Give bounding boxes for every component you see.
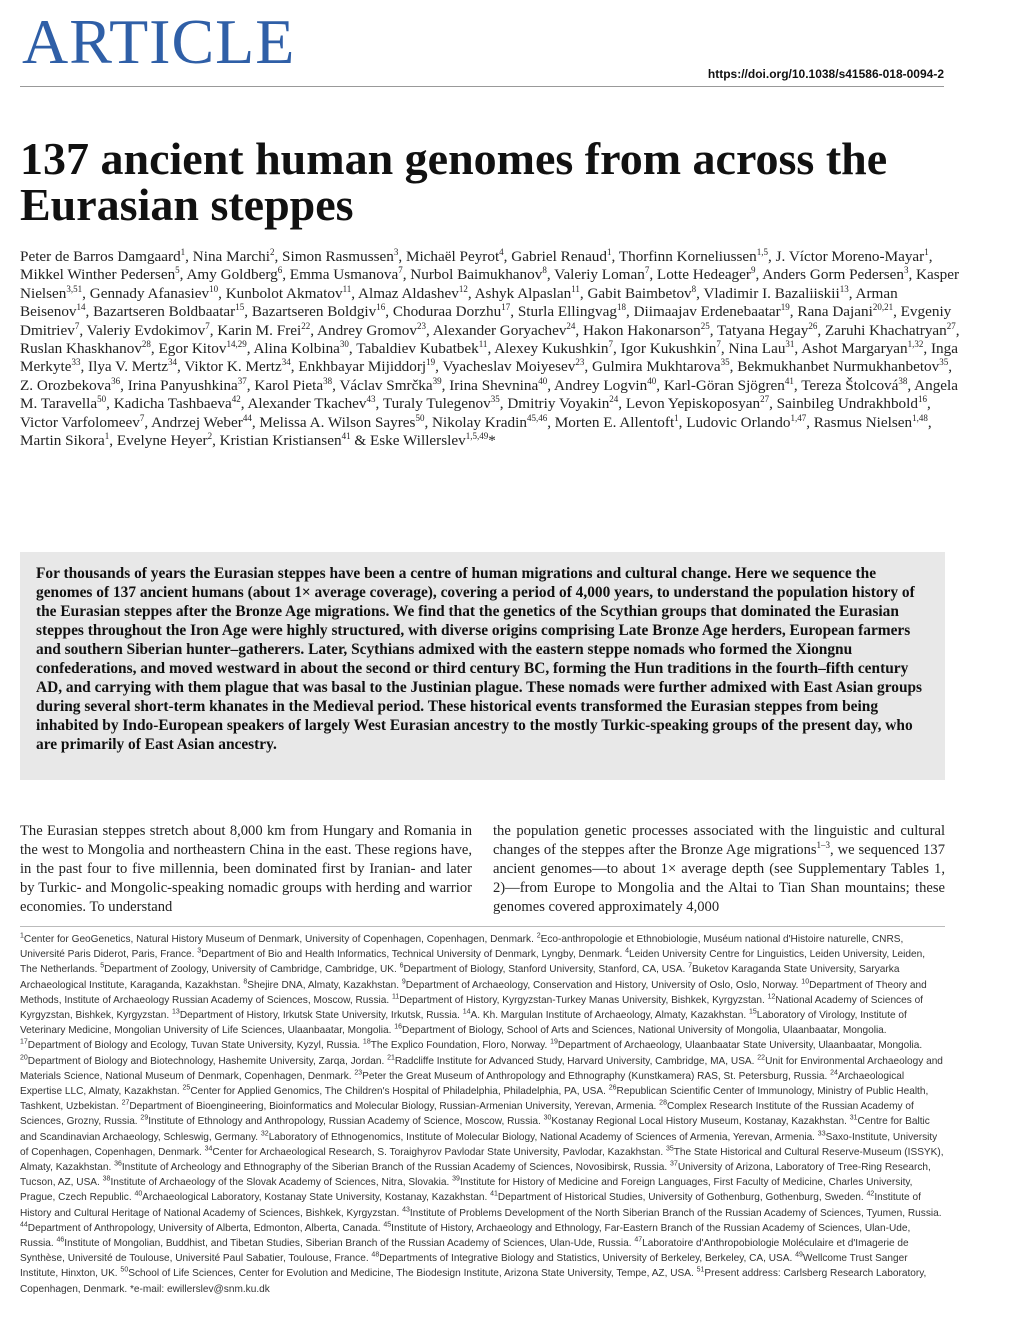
author-name: Ludovic Orlando <box>686 413 791 431</box>
author-affiliation-ref: 35 <box>939 357 949 368</box>
author-affiliation-ref: 16 <box>917 394 927 405</box>
author-name: Ruslan Khaskhanov <box>20 340 142 358</box>
author-name: Sainbileg Undrakhbold <box>776 395 918 413</box>
affiliation-text: Department of Biology, School of Arts and Sciences, National University of Mongolia, Ulaanbaatar, Mongolia. <box>402 1025 887 1037</box>
author-name: Amy Goldberg <box>186 266 278 284</box>
author-affiliation-ref: 23 <box>416 320 426 331</box>
body-column-right <box>493 822 945 917</box>
author-name: Gabriel Renaud <box>511 248 607 265</box>
author-affiliation-ref: 38 <box>323 375 333 386</box>
author-affiliation-ref: 2 <box>207 431 213 441</box>
author-name: Choduraa Dorzhu <box>392 303 502 321</box>
affiliation-text: Institute of Mongolian, Buddhist, and Tibetan Studies, Siberian Branch of the Russian Academy of Sciences, Ulan-Ude, Russia. <box>64 1238 635 1250</box>
affiliation-text: Shejire DNA, Almaty, Kazakhstan. <box>247 979 402 991</box>
author-affiliation-ref: 1 <box>674 412 679 423</box>
affiliation-text: Department of Biology and Biotechnology, Hashemite University, Zarqa, Jordan. <box>27 1055 388 1067</box>
author-affiliation-ref: 7 <box>608 338 614 349</box>
author-affiliation-ref: 16 <box>376 302 386 313</box>
author-affiliation-ref: 1,5 <box>756 246 769 257</box>
author-affiliation-ref: 41 <box>341 431 351 441</box>
author-affiliation-ref: 19 <box>780 302 790 313</box>
author-name: Anders Gorm Pedersen <box>762 266 904 284</box>
body-right-post: , we sequenced 137 ancient genomes—to about 1× average depth (see Supplementary Tables 1, 2)—from Europe to Mongolia and the Altai to Tian Shan mountains; these genomes covered approximately 4,000 <box>493 842 945 915</box>
author-name: Gulmira Mukhtarova <box>591 358 721 376</box>
author-name: Enkhbayar Mijiddorj <box>298 358 427 376</box>
author-affiliation-ref: 9 <box>750 265 756 276</box>
author-affiliation-ref: 7 <box>644 265 650 276</box>
affiliation-number: 7 <box>688 963 693 971</box>
citation-ref[interactable]: 1–3 <box>816 840 831 851</box>
author-affiliation-ref: 42 <box>231 394 241 405</box>
affiliation-text: Laboratory of Ethnogenomics, Institute of Molecular Biology, National Academy of Sciences of Armenia, Yerevan, Armenia. <box>268 1131 818 1143</box>
author-name: Alexey Kukushkin <box>494 340 609 358</box>
author-affiliation-ref: 1,32 <box>907 338 924 349</box>
author-name: Emma Usmanova <box>289 266 399 284</box>
affiliation-number: 12 <box>767 993 776 1001</box>
author-name: Lotte Hedeager <box>656 266 751 284</box>
author-affiliation-ref: 17 <box>501 302 511 313</box>
author-name: Turaly Tulegenov <box>382 395 491 413</box>
author-name: Gabit Baimbetov <box>587 284 692 302</box>
affiliation-number: 33 <box>817 1130 826 1138</box>
affiliation-text: Center for Archaeological Research, S. Toraighyrov Pavlodar State University, Pavlodar, Kazakhstan. <box>212 1146 666 1158</box>
author-name: Arman Beisenov <box>20 284 898 321</box>
author-affiliation-ref: 1,48 <box>912 412 928 423</box>
affiliation-text: Radcliffe Institute for Advanced Study, Harvard University, Cambridge, MA, USA. <box>394 1055 758 1067</box>
affiliation-text: Institute of Archaeology of the Slovak Academy of Sciences, Nitra, Slovakia. <box>110 1177 453 1189</box>
affiliation-number: 34 <box>204 1145 213 1153</box>
author-affiliation-ref: 7 <box>205 320 210 331</box>
affiliation-number: 40 <box>134 1191 143 1199</box>
affiliation-number: 32 <box>260 1130 269 1138</box>
author-affiliation-ref: 50 <box>97 394 107 405</box>
author-name: Alina Kolbina <box>253 340 340 358</box>
affiliation-number: 49 <box>795 1251 803 1259</box>
abstract-text: For thousands of years the Eurasian steppes have been a centre of human migrations and cultural change. Here we sequence the genomes of 137 ancient humans (about 1× average coverage), covering a period of 4,000 years, to understand the population history of the Eurasian steppes after the Bronze Age migrations. We find that the genetics of the Scythian groups that dominated the Eurasian steppes throughout the Iron Age were highly structured, with diverse origins comprising Late Bronze Age herders, European farmers and southern Siberian hunter–gatherers. Later, Scythians admixed with the eastern steppe nomads who formed the Xiongnu confederations, and moved westward in about the second or third century BC, forming the Hun traditions in the fourth–fifth century AD, and carrying with them plague that was basal to the Justinian plague. These nomads were further admixed with East Asian groups during several short-term khanates in the Medieval period. These historical events transformed the Eurasian steppes from being inhabited by Indo-European speakers of largely West Eurasian ancestry to the mostly Turkic-speaking groups of the present day, who are primarily of East Asian ancestry. <box>36 565 923 753</box>
author-affiliation-ref: 1 <box>180 246 186 257</box>
author-name: Igor Kukushkin <box>620 340 717 358</box>
affiliation-text: Institute of Ethnology and Anthropology, Russian Academy of Science, Moscow, Russia. <box>148 1116 544 1128</box>
author-name: Thorfinn Korneliussen <box>618 248 757 265</box>
author-affiliation-ref: 26 <box>808 320 818 331</box>
author-affiliation-ref: 35 <box>720 357 730 368</box>
author-affiliation-ref: 50 <box>415 412 425 423</box>
author-name: Simon Rasmussen <box>282 248 394 265</box>
affiliation-text: School of Life Sciences, Center for Evolution and Medicine, The Biodesign Institute, Arizona State University, Tempe, AZ, USA. <box>128 1268 697 1280</box>
author-name: Tatyana Hegay <box>717 321 809 339</box>
affiliation-number: 15 <box>749 1008 757 1016</box>
author-affiliation-ref: 12 <box>458 283 468 294</box>
affiliation-number: 25 <box>182 1084 191 1092</box>
author-name: Nina Lau <box>728 340 786 358</box>
author-name: Bekmukhanbet Nurmukhanbetov <box>737 358 940 376</box>
author-name: Diimaajav Erdenebaatar <box>633 303 781 321</box>
author-affiliation-ref: 2 <box>269 246 275 257</box>
author-name: Sturla Ellingvag <box>517 303 617 321</box>
affiliation-number: 26 <box>608 1084 617 1092</box>
author-name: Vladimir I. Bazaliiskii <box>703 284 840 302</box>
affiliation-number: 11 <box>391 993 400 1001</box>
author-affiliation-ref: 24 <box>566 320 576 331</box>
affiliation-number: 6 <box>399 963 404 971</box>
author-name: Victor Varfolomeev <box>20 413 140 431</box>
author-affiliation-ref: 27 <box>946 320 956 331</box>
abstract-box <box>20 552 945 780</box>
affiliation-text: Department of Biology, Stanford University, Stanford, CA, USA. <box>403 964 689 976</box>
author-name: Valeriy Evdokimov <box>86 321 206 339</box>
affiliation-number: 27 <box>121 1099 130 1107</box>
author-affiliation-ref: 5 <box>175 265 180 276</box>
affiliation-text: Center for Applied Genomics, The Children's Hospital of Philadelphia, Philadelphia, PA, USA. <box>190 1086 609 1098</box>
affiliation-number: 20 <box>20 1054 28 1062</box>
author-name: Bazartseren Boldbaatar <box>93 303 236 321</box>
affiliation-number: 44 <box>20 1221 28 1229</box>
author-affiliation-ref: 37 <box>237 375 247 386</box>
author-name: Rasmus Nielsen <box>813 413 913 431</box>
author-conjunction: & <box>350 432 370 450</box>
affiliation-text: Laboratoire d'Anthropobiologie Moléculaire et d'Imagerie de Synthèse, Université de Toulouse, Université Paul Sabatier, Toulouse, France. <box>20 1238 909 1265</box>
affiliation-number: 3 <box>197 947 202 955</box>
author-affiliation-ref: 43 <box>366 394 376 405</box>
author-name: Karin M. Frei <box>217 321 302 339</box>
affiliation-text: Institute of History and Cultural Heritage of National Academy of Sciences, Bishkek, Kyrgyzstan. <box>20 1192 921 1219</box>
author-name: Valeriy Loman <box>554 266 645 284</box>
affiliation-text: Department of Anthropology, University of Alberta, Edmonton, Alberta, Canada. <box>27 1222 384 1234</box>
affiliation-number: 9 <box>401 978 406 986</box>
affiliation-number: 45 <box>383 1221 392 1229</box>
author-affiliation-ref: 20,21 <box>872 302 894 313</box>
author-name: Kasper Nielsen <box>20 266 960 302</box>
affiliation-number: 31 <box>849 1115 858 1123</box>
author-name: Irina Shevnina <box>449 376 539 394</box>
author-affiliation-ref: 3 <box>903 265 909 276</box>
author-name: Viktor K. Mertz <box>184 358 282 376</box>
author-name: Angela M. Taravella <box>20 376 959 413</box>
author-affiliation-ref: 7 <box>139 412 145 423</box>
author-name: Kadicha Tashbaeva <box>113 395 232 413</box>
affiliation-number: 23 <box>354 1069 363 1077</box>
affiliation-number: 24 <box>830 1069 838 1077</box>
author-name: J. Víctor Moreno-Mayar <box>775 248 925 265</box>
author-affiliation-ref: 45,46 <box>526 412 548 423</box>
author-affiliation-ref: 4 <box>499 246 504 257</box>
author-name: Eske Willerslev <box>369 432 466 450</box>
affiliation-number: 2 <box>536 932 541 940</box>
author-affiliation-ref: 40 <box>538 375 548 386</box>
body-column-left: The Eurasian steppes stretch about 8,000 km from Hungary and Romania in the west to Mongolia and northeastern China in the east. These regions have, in the past four to five millennia, been dominated first by Iranian- and later by Turkic- and Mongolic-speaking nomadic groups with herding and warrior economies. To understand <box>20 823 472 915</box>
affiliation-text: Department of Biology and Ecology, Tuvan State University, Kyzyl, Russia. <box>27 1040 363 1052</box>
affiliation-number: 21 <box>387 1054 395 1062</box>
author-name: Irina Panyushkina <box>127 376 238 394</box>
affiliation-number: 18 <box>362 1039 371 1047</box>
author-name: Egor Kitov <box>158 340 227 358</box>
author-affiliation-ref: 3 <box>393 246 399 257</box>
author-name: Tereza Štolcová <box>801 376 899 394</box>
affiliation-text: The Explico Foundation, Floro, Norway. <box>370 1040 551 1052</box>
author-name: Nina Marchi <box>192 248 270 265</box>
author-name: Kunbolot Akmatov <box>225 284 343 302</box>
affiliation-text: Archaeological Expertise LLC, Almaty, Kazakhstan. <box>20 1070 905 1098</box>
affiliation-number: 22 <box>757 1054 766 1062</box>
affiliation-number: 14 <box>462 1008 471 1016</box>
affiliations-rule <box>20 926 945 927</box>
affiliation-number: 47 <box>634 1236 643 1244</box>
author-list: Peter de Barros Damgaard$^1$, Nina Marchi$^2$, Simon Rasmussen$^3$, Michaël Peyrot$^4$, Gabriel Renaud$^1$, Thorfinn Korneliussen$^{1,5}$, J. Víctor Moreno-Mayar$^1$, Mikkel Winther Pedersen$^5$, Amy Goldberg$^6$, Emma Usmanova$^7$, Nurbol Baimukhanov$^8$, Valeriy Loman$^7$, Lotte Hedeager$^9$, Anders Gorm Pedersen$^3$, Kasper Nielsen$^{3,51}$, Gennady Afanasiev$^{10}$, Kunbolot Akmatov$^{11}$, Almaz Aldashev$^{12}$, Ashyk Alpaslan$^{11}$, Gabit Baimbetov$^8$, Vladimir I. Bazaliiskii$^{13}$, Arman Beisenov$^{14}$, Bazartseren Boldbaatar$^{15}$, Bazartseren Boldgiv$^{16}$, Choduraa Dorzhu$^{17}$, Sturla Ellingvag$^{18}$, Diimaajav Erdenebaatar$^{19}$, Rana Dajani$^{20,21}$, Evgeniy Dmitriev$^7$, Valeriy Evdokimov$^7$, Karin M. Frei$^{22}$, Andrey Gromov$^{23}$, Alexander Goryachev$^{24}$, Hakon Hakonarson$^{25}$, Tatyana Hegay$^{26}$, Zaruhi Khachatryan$^{27}$, Ruslan Khaskhanov$^{28}$, Egor Kitov$^{14,29}$, Alina Kolbina$^{30}$, Tabaldiev Kubatbek$^{11}$, Alexey Kukushkin$^7$, Igor Kukushkin$^7$, Nina Lau$^{31}$, Ashot Margaryan$^{1,32}$, Inga Merkyte$^{33}$, Ilya V. Mertz$^{34}$, Viktor K. Mertz$^{34}$, Enkhbayar Mijiddorj$^{19}$, Vyacheslav Moiyesev$^{23}$, Gulmira Mukhtarova$^{35}$, Bekmukhanbet Nurmukhanbetov$^{35}$, Z. Orozbekova$^{36}$, Irina Panyushkina$^{37}$, Karol Pieta$^{38}$, Václav Smrčka$^{39}$, Irina Shevnina$^{40}$, Andrey Logvin$^{40}$, Karl-Göran Sjögren$^{41}$, Tereza Štolcová$^{38}$, Angela M. Taravella$^{50}$, Kadicha Tashbaeva$^{42}$, Alexander Tkachev$^{43}$, Turaly Tulegenov$^{35}$, Dmitriy Voyakin$^{24}$, Levon Yepiskoposyan$^{27}$, Sainbileg Undrakhbold$^{16}$, Victor Varfolomeev$^7$, Andrzej Weber$^{44}$, Melissa A. Wilson Sayres$^{50}$, Nikolay Kradin$^{45,46}$, Morten E. Allentoft$^1$, Ludovic Orlando$^{1,47}$, Rasmus Nielsen$^{1,48}$, Martin Sikora$^1$, Evelyne Heyer$^2$, Kristian Kristiansen$^{41}$ & Eske Willerslev$^{1,5,49}$* <box>20 246 960 450</box>
author-affiliation-ref: 36 <box>111 375 121 386</box>
author-affiliation-ref: 44 <box>242 412 252 423</box>
author-name: Z. Orozbekova <box>20 376 112 394</box>
affiliation-text: Institute of Problems Development of the North Siberian Branch of the Russian Academy of Sciences, Tyumen, Russia. <box>409 1207 942 1219</box>
author-affiliation-ref: 14 <box>76 302 86 313</box>
affiliation-number: 35 <box>665 1145 674 1153</box>
affiliation-text: Unit for Environmental Archaeology and Materials Science, National Museum of Denmark, Copenhagen, Denmark. <box>20 1055 943 1082</box>
affiliation-number: 43 <box>402 1206 410 1214</box>
affiliation-text: Republican Scientific Center of Immunology, Ministry of Public Health, Tashkent, Uzbekistan. <box>20 1086 929 1113</box>
affiliation-text: The State Historical and Cultural Reserve-Museum (ISSYK), Almaty, Kazakhstan. <box>20 1146 944 1174</box>
author-name: Ashyk Alpaslan <box>474 284 572 302</box>
affiliation-text: Leiden University Centre for Linguistics, Leiden University, Leiden, The Netherlands. <box>20 949 926 976</box>
affiliation-number: 41 <box>490 1191 498 1199</box>
affiliation-text: Department of Bioengineering, Bioinformatics and Molecular Biology, Russian-Armenian University, Yerevan, Armenia. <box>129 1101 660 1113</box>
author-affiliation-ref: 31 <box>785 338 795 349</box>
affiliation-text: Department of Archaeology, Ulaanbaatar State University, Ulaanbaatar, Mongolia. <box>557 1040 923 1052</box>
author-name: Hakon Hakonarson <box>583 321 701 339</box>
author-affiliation-ref: 25 <box>700 320 710 331</box>
author-name: Alexander Goryachev <box>432 321 567 339</box>
affiliation-number: 16 <box>394 1023 403 1031</box>
author-affiliation-ref: 7 <box>74 320 80 331</box>
affiliation-text: Department of Theory and Methods, Institute of Archaeology Russian Academy of Sciences, Moscow, Russia. <box>20 979 927 1006</box>
author-affiliation-ref: 13 <box>839 283 849 294</box>
author-affiliation-ref: 28 <box>141 338 151 349</box>
affiliation-text: Buketov Karaganda State University, Saryarka Archaeological Institute, Karaganda, Kazakhstan. <box>20 964 900 991</box>
author-name: Václav Smrčka <box>339 376 433 394</box>
affiliation-text: Centre for Baltic and Scandinavian Archaeology, Schleswig, Germany. <box>20 1116 930 1143</box>
author-affiliation-ref: 11 <box>571 283 580 294</box>
author-name: Rana Dajani <box>797 303 873 321</box>
author-affiliation-ref: 33 <box>71 357 81 368</box>
author-name: Ilya V. Mertz <box>88 358 169 376</box>
affiliation-number: 46 <box>56 1236 65 1244</box>
author-name: Melissa A. Wilson Sayres <box>259 413 416 431</box>
affiliation-number: 50 <box>120 1267 129 1275</box>
author-affiliation-ref: 8 <box>542 265 547 276</box>
author-name: Levon Yepiskoposyan <box>625 395 761 413</box>
affiliation-number: 19 <box>550 1039 558 1047</box>
author-affiliation-ref: 38 <box>898 375 908 386</box>
affiliation-text: Department of History, Kyrgyzstan-Turkey Manas University, Bishkek, Kyrgyzstan. <box>399 994 768 1006</box>
affiliation-text: Saxo-Institute, University of Copenhagen, Copenhagen, Denmark. <box>20 1131 938 1158</box>
author-name: Morten E. Allentoft <box>554 413 675 431</box>
affiliation-text: Department of Zoology, University of Cambridge, Cambridge, UK. <box>104 964 400 976</box>
affiliation-number: 10 <box>801 978 810 986</box>
author-affiliation-ref: 1 <box>607 246 612 257</box>
affiliation-number: 29 <box>140 1115 149 1123</box>
affiliation-number: 38 <box>102 1175 111 1183</box>
affiliation-text: Department of Archaeology, Conservation and History, University of Oslo, Oslo, Norway. <box>405 979 802 991</box>
affiliation-number: 37 <box>670 1160 678 1168</box>
affiliation-number: 51 <box>696 1267 705 1275</box>
affiliation-text: Institute of Archeology and Ethnography of the Siberian Branch of the Russian Academy of Sciences, Novosibirsk, Russia. <box>121 1162 671 1174</box>
author-affiliation-ref: 8 <box>691 283 697 294</box>
author-affiliation-ref: 11 <box>478 338 488 349</box>
affiliation-text: University of Arizona, Laboratory of Tree-Ring Research, Tucson, AZ, USA. <box>20 1162 931 1189</box>
affiliation-text: Institute for History of Medicine and Foreign Languages, First Faculty of Medicine, Charles University, Prague, Czech Republic. <box>20 1177 913 1204</box>
affiliation-number: 39 <box>452 1175 460 1183</box>
author-affiliation-ref: 1 <box>924 246 929 257</box>
author-affiliation-ref: 7 <box>716 338 721 349</box>
author-name: Nurbol Baimukhanov <box>410 266 543 284</box>
affiliation-text: Department of Historical Studies, University of Gothenburg, Gothenburg, Sweden. <box>497 1192 867 1204</box>
header-rule <box>20 86 944 87</box>
affiliation-text: Department of Bio and Health Informatics, Technical University of Denmark, Lyngby, Denmark. <box>201 949 626 961</box>
affiliation-number: 5 <box>100 963 105 971</box>
author-name: Andrey Gromov <box>317 321 417 339</box>
author-affiliation-ref: 23 <box>575 357 585 368</box>
author-name: Almaz Aldashev <box>358 284 459 302</box>
corresponding-mark: * <box>488 432 496 450</box>
author-affiliation-ref: 10 <box>209 283 219 294</box>
affiliation-text: Peter the Great Museum of Anthropology and Ethnography (Kunstkamera) RAS, St. Petersburg, Russia. <box>362 1070 831 1082</box>
author-affiliation-ref: 39 <box>432 375 442 386</box>
author-name: Vyacheslav Moiyesev <box>442 358 576 376</box>
author-name: Michaël Peyrot <box>405 248 500 265</box>
author-affiliation-ref: 24 <box>609 394 619 405</box>
author-name: Bazartseren Boldgiv <box>251 303 377 321</box>
author-name: Ashot Margaryan <box>801 340 908 358</box>
article-title: 137 ancient human genomes from across the Eurasian steppes <box>20 133 888 230</box>
author-affiliation-ref: 14,29 <box>226 338 247 349</box>
author-name: Alexander Tkachev <box>247 395 367 413</box>
author-affiliation-ref: 7 <box>398 265 403 276</box>
affiliation-text: Complex Research Institute of the Russian Academy of Sciences, Grozny, Russia. <box>20 1101 914 1128</box>
author-name: Karl-Göran Sjögren <box>663 376 785 394</box>
affiliation-text: Kostanay Regional Local History Museum, Kostanay, Kazakhstan. <box>551 1116 850 1128</box>
author-name: Zaruhi Khachatryan <box>824 321 947 339</box>
affiliation-text: Laboratory of Virology, Institute of Veterinary Medicine, Mongolian University of Life Sciences, Ulaanbaatar, Mongolia. <box>20 1010 907 1037</box>
author-name: Inga Merkyte <box>20 340 958 376</box>
affiliation-number: 30 <box>543 1115 552 1123</box>
author-name: Kristian Kristiansen <box>219 432 342 450</box>
affiliation-number: 17 <box>20 1039 28 1047</box>
affiliation-text: Department of History, Irkutsk State University, Irkutsk, Russia. <box>179 1010 463 1022</box>
affiliation-text: A. Kh. Margulan Institute of Archaeology, Almaty, Kazakhstan. <box>470 1010 749 1022</box>
affiliation-number: 48 <box>371 1251 380 1259</box>
author-affiliation-ref: 35 <box>490 394 500 405</box>
author-name: Andrzej Weber <box>151 413 243 431</box>
affiliation-text: Wellcome Trust Sanger Institute, Hinxton, UK. <box>20 1253 908 1280</box>
author-affiliation-ref: 11 <box>342 283 352 294</box>
author-affiliation-ref: 3,51 <box>66 283 83 294</box>
author-name: Nikolay Kradin <box>432 413 527 431</box>
affiliation-text: Center for GeoGenetics, Natural History Museum of Denmark, University of Copenhagen, Copenhagen, Denmark. <box>23 934 537 945</box>
author-name: Gennady Afanasiev <box>89 284 210 302</box>
doi-link[interactable]: https://doi.org/10.1038/s41586-018-0094-2 <box>707 67 944 81</box>
email-line[interactable]: *e-mail: ewillerslev@snm.ku.dk <box>129 1283 270 1295</box>
author-affiliation-ref: 34 <box>281 357 291 368</box>
author-affiliation-ref: 1,5,49 <box>465 431 489 441</box>
author-affiliation-ref: 30 <box>339 338 349 349</box>
affiliation-number: 4 <box>625 947 630 955</box>
author-name: Andrey Logvin <box>554 376 648 394</box>
author-affiliation-ref: 1,47 <box>790 412 807 423</box>
body-right-pre: the population genetic processes associated with the linguistic and cultural changes of the steppes after the Bronze Age migrations <box>493 823 945 858</box>
author-affiliation-ref: 6 <box>277 265 283 276</box>
author-name: Tabaldiev Kubatbek <box>356 340 479 358</box>
affiliation-text: Archaeological Laboratory, Kostanay State University, Kostanay, Kazakhstan. <box>142 1192 491 1204</box>
affiliation-list <box>20 932 945 1297</box>
affiliation-text: Eco-anthropologie et Ethnobiologie, Muséum national d'Histoire naturelle, CNRS, Université Paris Diderot, Paris, France. <box>20 934 904 961</box>
article-label: ARTICLE <box>22 6 296 77</box>
author-affiliation-ref: 15 <box>235 302 245 313</box>
affiliation-number: 8 <box>243 978 248 986</box>
author-name: Evelyne Heyer <box>116 432 208 450</box>
author-name: Dmitriy Voyakin <box>507 395 610 413</box>
author-affiliation-ref: 34 <box>168 357 178 368</box>
author-affiliation-ref: 19 <box>426 357 436 368</box>
author-affiliation-ref: 1 <box>104 431 110 441</box>
affiliation-text: Departments of Integrative Biology and Statistics, University of Berkeley, Berkeley, CA, USA. <box>379 1253 796 1265</box>
author-affiliation-ref: 22 <box>301 320 311 331</box>
author-affiliation-ref: 40 <box>647 375 657 386</box>
author-name: Mikkel Winther Pedersen <box>20 266 176 284</box>
affiliation-number: 13 <box>172 1008 180 1016</box>
affiliation-number: 36 <box>114 1160 122 1168</box>
author-name: Martin Sikora <box>20 432 105 450</box>
affiliation-text: Institute of History, Archaeology and Ethnology, Far-Eastern Branch of the Russian Academy of Sciences, Ulan-Ude, Russia. <box>20 1222 911 1250</box>
affiliation-text: Present address: Carlsberg Research Laboratory, Copenhagen, Denmark. <box>20 1268 927 1295</box>
author-name: Karol Pieta <box>254 376 324 394</box>
author-affiliation-ref: 27 <box>760 394 770 405</box>
author-name: Evgeniy Dmitriev <box>20 303 952 339</box>
author-affiliation-ref: 18 <box>616 302 626 313</box>
affiliation-number: 42 <box>866 1191 875 1199</box>
author-affiliation-ref: 41 <box>784 375 794 386</box>
affiliation-number: 28 <box>659 1099 667 1107</box>
author-name: Peter de Barros Damgaard <box>20 248 181 265</box>
affiliation-text: National Academy of Sciences of Kyrgyzstan, Bishkek, Kyrgyzstan. <box>20 994 923 1022</box>
affiliation-number: 1 <box>20 932 24 940</box>
